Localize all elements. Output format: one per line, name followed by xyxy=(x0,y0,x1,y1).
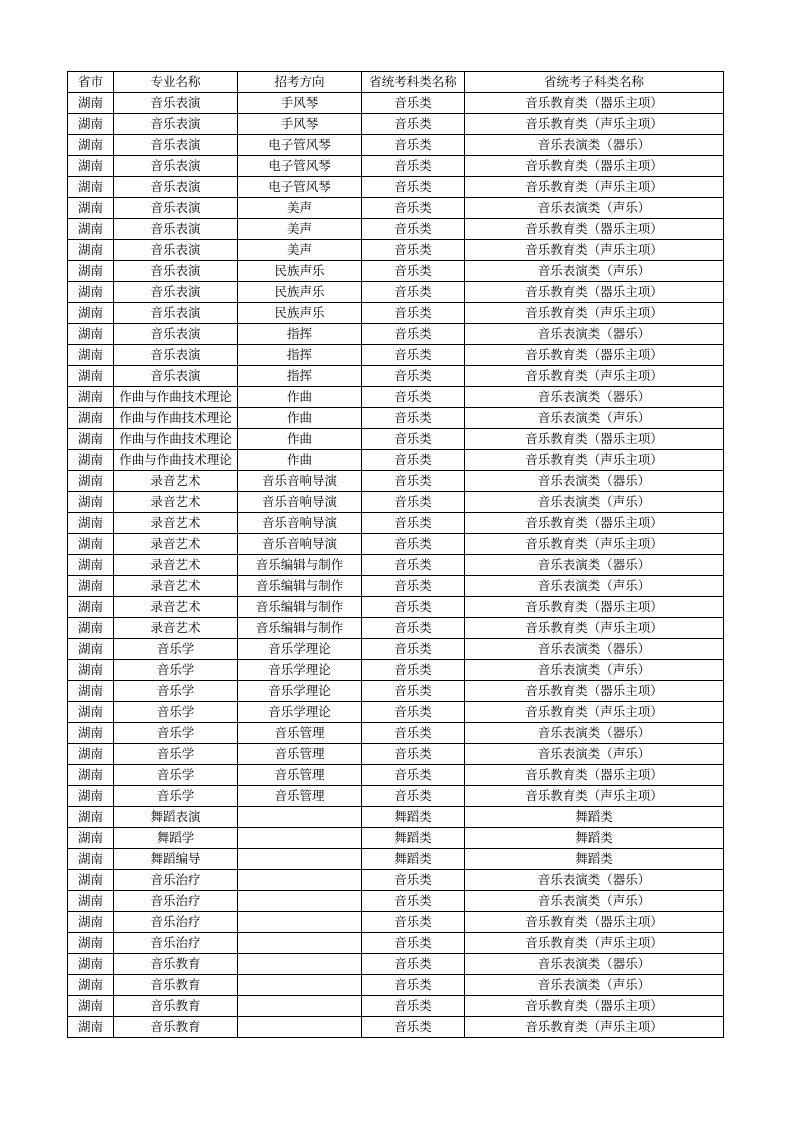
table-row xyxy=(68,345,724,366)
cell-major: 音乐表演 xyxy=(114,219,238,240)
cell-direction: 音乐音响导演 xyxy=(238,534,362,555)
cell-exam-subcategory: 音乐教育类（声乐主项） xyxy=(465,177,724,198)
cell-exam-subcategory: 音乐教育类（器乐主项） xyxy=(465,282,724,303)
cell-major: 音乐表演 xyxy=(114,240,238,261)
cell-exam-category: 音乐类 xyxy=(362,135,465,156)
cell-province: 湖南 xyxy=(68,345,114,366)
cell-exam-category: 音乐类 xyxy=(362,324,465,345)
cell-exam-category: 音乐类 xyxy=(362,870,465,891)
cell-province: 湖南 xyxy=(68,807,114,828)
cell-exam-category: 音乐类 xyxy=(362,891,465,912)
cell-province: 湖南 xyxy=(68,555,114,576)
header-exam-subcategory: 省统考子科类名称 xyxy=(465,72,724,93)
cell-major: 舞蹈编导 xyxy=(114,849,238,870)
cell-major: 音乐表演 xyxy=(114,114,238,135)
cell-direction xyxy=(238,849,362,870)
table-row xyxy=(68,135,724,156)
table-row xyxy=(68,723,724,744)
cell-direction: 美声 xyxy=(238,240,362,261)
table-row xyxy=(68,387,724,408)
cell-exam-category: 音乐类 xyxy=(362,492,465,513)
table-row xyxy=(68,303,724,324)
cell-direction: 作曲 xyxy=(238,408,362,429)
cell-major: 音乐学 xyxy=(114,723,238,744)
cell-exam-category: 音乐类 xyxy=(362,618,465,639)
cell-province: 湖南 xyxy=(68,618,114,639)
table-row xyxy=(68,744,724,765)
cell-province: 湖南 xyxy=(68,240,114,261)
cell-exam-subcategory: 音乐教育类（声乐主项） xyxy=(465,702,724,723)
cell-direction: 手风琴 xyxy=(238,114,362,135)
cell-exam-category: 音乐类 xyxy=(362,219,465,240)
cell-province: 湖南 xyxy=(68,471,114,492)
cell-major: 录音艺术 xyxy=(114,597,238,618)
cell-major: 音乐学 xyxy=(114,786,238,807)
cell-direction: 音乐编辑与制作 xyxy=(238,555,362,576)
cell-major: 音乐表演 xyxy=(114,261,238,282)
table-row xyxy=(68,807,724,828)
cell-major: 音乐治疗 xyxy=(114,912,238,933)
cell-exam-category: 音乐类 xyxy=(362,639,465,660)
cell-province: 湖南 xyxy=(68,450,114,471)
cell-exam-category: 舞蹈类 xyxy=(362,828,465,849)
cell-province: 湖南 xyxy=(68,219,114,240)
cell-direction: 作曲 xyxy=(238,429,362,450)
cell-exam-category: 音乐类 xyxy=(362,429,465,450)
cell-major: 音乐表演 xyxy=(114,156,238,177)
cell-province: 湖南 xyxy=(68,849,114,870)
cell-direction: 民族声乐 xyxy=(238,282,362,303)
cell-province: 湖南 xyxy=(68,366,114,387)
table-row xyxy=(68,765,724,786)
cell-direction xyxy=(238,870,362,891)
cell-exam-category: 音乐类 xyxy=(362,156,465,177)
table-row xyxy=(68,114,724,135)
cell-direction: 手风琴 xyxy=(238,93,362,114)
cell-province: 湖南 xyxy=(68,639,114,660)
cell-exam-category: 音乐类 xyxy=(362,786,465,807)
cell-direction xyxy=(238,912,362,933)
cell-exam-subcategory: 音乐教育类（器乐主项） xyxy=(465,912,724,933)
cell-exam-subcategory: 音乐教育类（器乐主项） xyxy=(465,765,724,786)
table-row xyxy=(68,429,724,450)
table-row xyxy=(68,240,724,261)
cell-exam-category: 音乐类 xyxy=(362,744,465,765)
cell-exam-category: 音乐类 xyxy=(362,450,465,471)
cell-direction: 电子管风琴 xyxy=(238,177,362,198)
cell-exam-category: 音乐类 xyxy=(362,555,465,576)
cell-major: 作曲与作曲技术理论 xyxy=(114,408,238,429)
cell-province: 湖南 xyxy=(68,975,114,996)
cell-major: 音乐表演 xyxy=(114,282,238,303)
cell-exam-subcategory: 音乐教育类（声乐主项） xyxy=(465,366,724,387)
cell-major: 录音艺术 xyxy=(114,471,238,492)
cell-province: 湖南 xyxy=(68,765,114,786)
cell-province: 湖南 xyxy=(68,1017,114,1038)
table-row xyxy=(68,996,724,1017)
cell-province: 湖南 xyxy=(68,996,114,1017)
cell-direction: 美声 xyxy=(238,198,362,219)
cell-major: 音乐教育 xyxy=(114,996,238,1017)
cell-major: 音乐学 xyxy=(114,639,238,660)
table-row xyxy=(68,492,724,513)
cell-exam-subcategory: 音乐教育类（器乐主项） xyxy=(465,156,724,177)
cell-exam-category: 音乐类 xyxy=(362,702,465,723)
cell-direction xyxy=(238,975,362,996)
cell-exam-subcategory: 音乐教育类（器乐主项） xyxy=(465,345,724,366)
cell-major: 音乐表演 xyxy=(114,177,238,198)
cell-province: 湖南 xyxy=(68,723,114,744)
table-row xyxy=(68,576,724,597)
cell-exam-subcategory: 音乐表演类（声乐） xyxy=(465,408,724,429)
cell-direction xyxy=(238,891,362,912)
cell-direction: 音乐学理论 xyxy=(238,660,362,681)
cell-exam-subcategory: 音乐教育类（器乐主项） xyxy=(465,996,724,1017)
cell-major: 作曲与作曲技术理论 xyxy=(114,387,238,408)
table-row xyxy=(68,786,724,807)
cell-province: 湖南 xyxy=(68,282,114,303)
cell-exam-subcategory: 音乐表演类（声乐） xyxy=(465,660,724,681)
cell-province: 湖南 xyxy=(68,387,114,408)
cell-exam-category: 音乐类 xyxy=(362,660,465,681)
cell-major: 音乐治疗 xyxy=(114,870,238,891)
table-row xyxy=(68,849,724,870)
cell-exam-category: 音乐类 xyxy=(362,534,465,555)
table-row xyxy=(68,219,724,240)
cell-major: 音乐表演 xyxy=(114,366,238,387)
cell-direction: 美声 xyxy=(238,219,362,240)
cell-direction: 音乐编辑与制作 xyxy=(238,618,362,639)
cell-province: 湖南 xyxy=(68,429,114,450)
cell-major: 舞蹈表演 xyxy=(114,807,238,828)
table-row xyxy=(68,618,724,639)
table-row xyxy=(68,639,724,660)
cell-province: 湖南 xyxy=(68,702,114,723)
table-row xyxy=(68,282,724,303)
cell-major: 录音艺术 xyxy=(114,576,238,597)
cell-exam-subcategory: 音乐表演类（器乐） xyxy=(465,324,724,345)
cell-exam-category: 音乐类 xyxy=(362,576,465,597)
cell-province: 湖南 xyxy=(68,933,114,954)
cell-province: 湖南 xyxy=(68,681,114,702)
cell-exam-subcategory: 音乐表演类（器乐） xyxy=(465,954,724,975)
header-province: 省市 xyxy=(68,72,114,93)
cell-exam-subcategory: 音乐表演类（声乐） xyxy=(465,975,724,996)
cell-major: 音乐表演 xyxy=(114,198,238,219)
cell-major: 音乐教育 xyxy=(114,975,238,996)
cell-major: 音乐学 xyxy=(114,765,238,786)
header-direction: 招考方向 xyxy=(238,72,362,93)
cell-direction xyxy=(238,954,362,975)
cell-major: 音乐治疗 xyxy=(114,933,238,954)
cell-direction: 音乐编辑与制作 xyxy=(238,576,362,597)
table-row xyxy=(68,93,724,114)
cell-exam-category: 音乐类 xyxy=(362,765,465,786)
cell-exam-subcategory: 音乐教育类（声乐主项） xyxy=(465,534,724,555)
cell-exam-subcategory: 音乐教育类（声乐主项） xyxy=(465,450,724,471)
cell-exam-subcategory: 音乐教育类（器乐主项） xyxy=(465,513,724,534)
cell-province: 湖南 xyxy=(68,492,114,513)
cell-direction: 音乐管理 xyxy=(238,723,362,744)
cell-exam-category: 音乐类 xyxy=(362,177,465,198)
table-row xyxy=(68,660,724,681)
cell-exam-subcategory: 音乐教育类（器乐主项） xyxy=(465,429,724,450)
cell-province: 湖南 xyxy=(68,576,114,597)
table-row xyxy=(68,261,724,282)
cell-exam-category: 音乐类 xyxy=(362,723,465,744)
cell-direction: 音乐编辑与制作 xyxy=(238,597,362,618)
cell-province: 湖南 xyxy=(68,660,114,681)
header-major: 专业名称 xyxy=(114,72,238,93)
cell-exam-subcategory: 音乐教育类（器乐主项） xyxy=(465,219,724,240)
cell-province: 湖南 xyxy=(68,534,114,555)
cell-exam-subcategory: 音乐教育类（器乐主项） xyxy=(465,93,724,114)
cell-province: 湖南 xyxy=(68,891,114,912)
cell-exam-category: 音乐类 xyxy=(362,282,465,303)
table-row xyxy=(68,681,724,702)
table-row xyxy=(68,177,724,198)
cell-province: 湖南 xyxy=(68,303,114,324)
cell-province: 湖南 xyxy=(68,954,114,975)
cell-exam-subcategory: 音乐表演类（声乐） xyxy=(465,891,724,912)
cell-exam-category: 音乐类 xyxy=(362,681,465,702)
cell-exam-category: 音乐类 xyxy=(362,303,465,324)
cell-exam-category: 音乐类 xyxy=(362,954,465,975)
cell-major: 音乐学 xyxy=(114,660,238,681)
table-row xyxy=(68,912,724,933)
cell-exam-category: 音乐类 xyxy=(362,597,465,618)
table-row xyxy=(68,597,724,618)
cell-direction xyxy=(238,828,362,849)
cell-exam-category: 音乐类 xyxy=(362,387,465,408)
table-row xyxy=(68,534,724,555)
cell-major: 音乐学 xyxy=(114,702,238,723)
cell-exam-subcategory: 舞蹈类 xyxy=(465,828,724,849)
cell-exam-subcategory: 音乐教育类（声乐主项） xyxy=(465,933,724,954)
cell-direction: 音乐管理 xyxy=(238,765,362,786)
cell-exam-category: 音乐类 xyxy=(362,114,465,135)
cell-province: 湖南 xyxy=(68,324,114,345)
cell-exam-category: 舞蹈类 xyxy=(362,849,465,870)
cell-exam-subcategory: 音乐教育类（声乐主项） xyxy=(465,303,724,324)
table-row xyxy=(68,156,724,177)
cell-major: 音乐表演 xyxy=(114,303,238,324)
cell-exam-subcategory: 音乐教育类（声乐主项） xyxy=(465,1017,724,1038)
table-row xyxy=(68,471,724,492)
cell-direction: 音乐音响导演 xyxy=(238,513,362,534)
cell-direction: 电子管风琴 xyxy=(238,156,362,177)
cell-exam-category: 音乐类 xyxy=(362,345,465,366)
cell-direction xyxy=(238,933,362,954)
cell-major: 录音艺术 xyxy=(114,555,238,576)
cell-province: 湖南 xyxy=(68,513,114,534)
cell-province: 湖南 xyxy=(68,156,114,177)
cell-province: 湖南 xyxy=(68,135,114,156)
cell-province: 湖南 xyxy=(68,744,114,765)
cell-exam-category: 音乐类 xyxy=(362,408,465,429)
cell-direction: 民族声乐 xyxy=(238,303,362,324)
cell-province: 湖南 xyxy=(68,828,114,849)
cell-exam-subcategory: 音乐表演类（器乐） xyxy=(465,387,724,408)
cell-exam-subcategory: 音乐表演类（声乐） xyxy=(465,744,724,765)
cell-exam-subcategory: 音乐教育类（声乐主项） xyxy=(465,240,724,261)
cell-direction: 音乐管理 xyxy=(238,744,362,765)
cell-major: 作曲与作曲技术理论 xyxy=(114,429,238,450)
cell-direction xyxy=(238,1017,362,1038)
cell-exam-category: 音乐类 xyxy=(362,471,465,492)
cell-exam-subcategory: 音乐教育类（声乐主项） xyxy=(465,618,724,639)
cell-direction: 音乐学理论 xyxy=(238,681,362,702)
cell-exam-category: 音乐类 xyxy=(362,366,465,387)
cell-province: 湖南 xyxy=(68,912,114,933)
cell-major: 音乐学 xyxy=(114,744,238,765)
table-row xyxy=(68,1017,724,1038)
admissions-table xyxy=(67,71,724,1038)
cell-direction: 音乐音响导演 xyxy=(238,492,362,513)
cell-exam-subcategory: 音乐表演类（声乐） xyxy=(465,492,724,513)
cell-major: 舞蹈学 xyxy=(114,828,238,849)
cell-province: 湖南 xyxy=(68,786,114,807)
cell-exam-category: 音乐类 xyxy=(362,240,465,261)
cell-exam-subcategory: 音乐教育类（声乐主项） xyxy=(465,114,724,135)
cell-direction: 指挥 xyxy=(238,366,362,387)
cell-exam-subcategory: 音乐表演类（声乐） xyxy=(465,198,724,219)
cell-exam-subcategory: 音乐教育类（器乐主项） xyxy=(465,681,724,702)
cell-major: 音乐表演 xyxy=(114,135,238,156)
cell-province: 湖南 xyxy=(68,177,114,198)
cell-direction: 音乐管理 xyxy=(238,786,362,807)
cell-direction: 作曲 xyxy=(238,450,362,471)
cell-province: 湖南 xyxy=(68,198,114,219)
header-exam-category: 省统考科类名称 xyxy=(362,72,465,93)
cell-exam-subcategory: 音乐表演类（声乐） xyxy=(465,261,724,282)
cell-exam-category: 音乐类 xyxy=(362,975,465,996)
table-row xyxy=(68,408,724,429)
cell-exam-category: 音乐类 xyxy=(362,93,465,114)
cell-province: 湖南 xyxy=(68,93,114,114)
cell-major: 音乐治疗 xyxy=(114,891,238,912)
table-row xyxy=(68,198,724,219)
cell-exam-subcategory: 音乐教育类（器乐主项） xyxy=(465,597,724,618)
cell-major: 音乐教育 xyxy=(114,1017,238,1038)
table-row xyxy=(68,870,724,891)
cell-major: 录音艺术 xyxy=(114,492,238,513)
table-row xyxy=(68,891,724,912)
cell-direction: 音乐音响导演 xyxy=(238,471,362,492)
table-body xyxy=(68,93,724,1038)
cell-direction: 指挥 xyxy=(238,324,362,345)
cell-exam-subcategory: 音乐表演类（声乐） xyxy=(465,576,724,597)
cell-major: 录音艺术 xyxy=(114,534,238,555)
cell-exam-subcategory: 音乐表演类（器乐） xyxy=(465,639,724,660)
cell-exam-category: 音乐类 xyxy=(362,996,465,1017)
table-row xyxy=(68,702,724,723)
cell-direction xyxy=(238,996,362,1017)
cell-exam-subcategory: 舞蹈类 xyxy=(465,849,724,870)
cell-exam-subcategory: 音乐表演类（器乐） xyxy=(465,723,724,744)
cell-major: 音乐表演 xyxy=(114,324,238,345)
cell-exam-category: 音乐类 xyxy=(362,513,465,534)
table-row xyxy=(68,828,724,849)
cell-major: 录音艺术 xyxy=(114,618,238,639)
cell-direction: 民族声乐 xyxy=(238,261,362,282)
table-row xyxy=(68,954,724,975)
table-row xyxy=(68,933,724,954)
cell-exam-subcategory: 音乐表演类（器乐） xyxy=(465,135,724,156)
cell-major: 音乐表演 xyxy=(114,93,238,114)
cell-exam-category: 音乐类 xyxy=(362,198,465,219)
admissions-table-container xyxy=(67,71,724,1038)
cell-province: 湖南 xyxy=(68,114,114,135)
cell-exam-subcategory: 音乐表演类（器乐） xyxy=(465,555,724,576)
cell-exam-category: 音乐类 xyxy=(362,912,465,933)
cell-major: 音乐表演 xyxy=(114,345,238,366)
cell-exam-subcategory: 舞蹈类 xyxy=(465,807,724,828)
cell-province: 湖南 xyxy=(68,408,114,429)
cell-direction: 音乐学理论 xyxy=(238,702,362,723)
table-row xyxy=(68,975,724,996)
cell-direction: 电子管风琴 xyxy=(238,135,362,156)
cell-major: 录音艺术 xyxy=(114,513,238,534)
table-row xyxy=(68,555,724,576)
table-row xyxy=(68,324,724,345)
cell-exam-category: 音乐类 xyxy=(362,933,465,954)
header-row xyxy=(68,72,724,93)
table-row xyxy=(68,450,724,471)
cell-exam-category: 音乐类 xyxy=(362,261,465,282)
table-row xyxy=(68,366,724,387)
cell-direction xyxy=(238,807,362,828)
cell-direction: 指挥 xyxy=(238,345,362,366)
cell-exam-subcategory: 音乐表演类（器乐） xyxy=(465,870,724,891)
cell-major: 音乐教育 xyxy=(114,954,238,975)
cell-major: 音乐学 xyxy=(114,681,238,702)
cell-province: 湖南 xyxy=(68,870,114,891)
cell-direction: 作曲 xyxy=(238,387,362,408)
cell-major: 作曲与作曲技术理论 xyxy=(114,450,238,471)
cell-exam-subcategory: 音乐表演类（器乐） xyxy=(465,471,724,492)
cell-exam-category: 音乐类 xyxy=(362,1017,465,1038)
cell-province: 湖南 xyxy=(68,597,114,618)
table-row xyxy=(68,513,724,534)
cell-province: 湖南 xyxy=(68,261,114,282)
cell-exam-subcategory: 音乐教育类（声乐主项） xyxy=(465,786,724,807)
cell-exam-category: 舞蹈类 xyxy=(362,807,465,828)
cell-direction: 音乐学理论 xyxy=(238,639,362,660)
